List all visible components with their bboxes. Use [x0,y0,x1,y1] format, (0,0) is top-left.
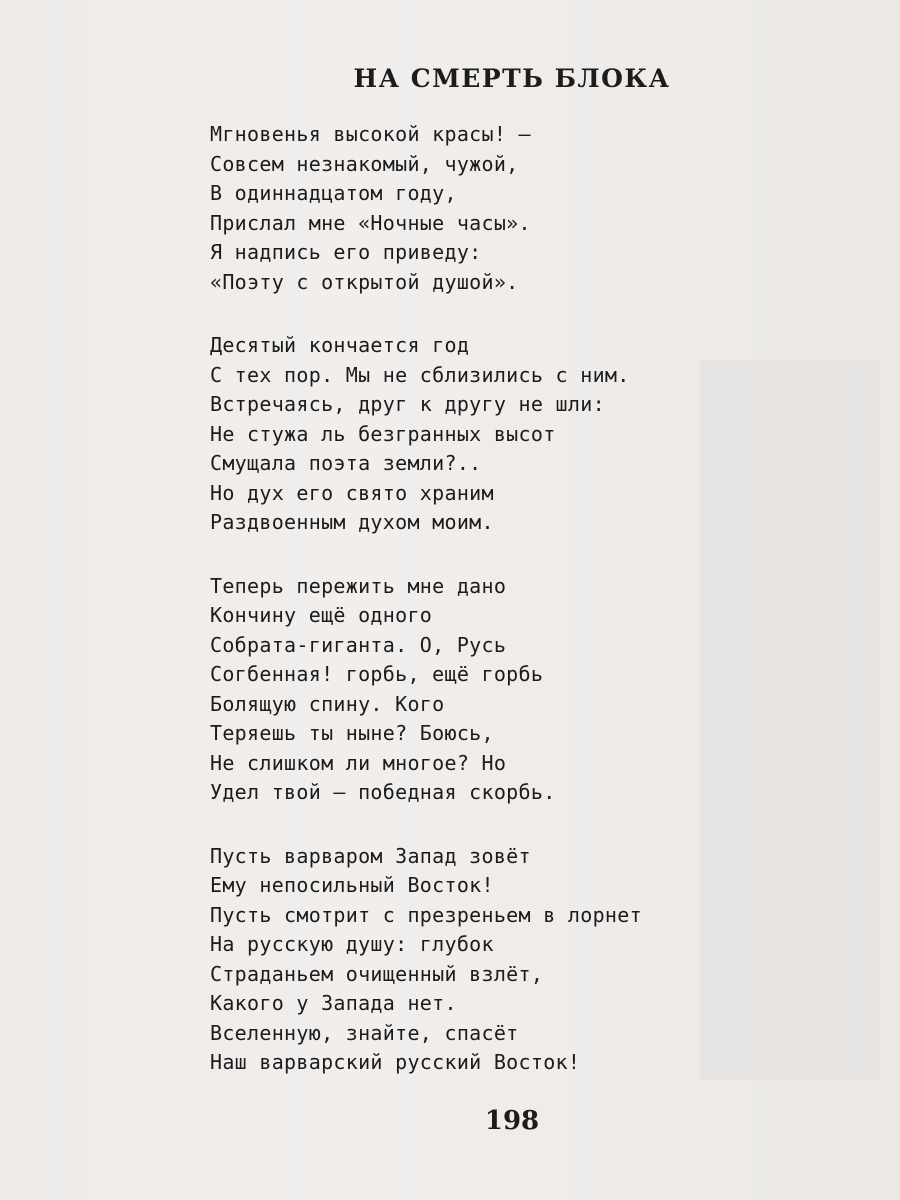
poem-line: Десятый кончается год [210,333,470,357]
poem-line: Болящую спину. Кого [210,691,445,716]
poem-line: Смущала поэта земли?.. [210,451,482,475]
poem-line: Согбенная! горбь, ещё горбь [210,662,544,686]
poem-line: С тех пор. Мы не сблизились с ним. [210,362,630,387]
poem-line: Совсем незнакомый, чужой, [210,151,519,176]
poem-line: Прислал мне «Ночные часы». [210,210,531,235]
poem-line: Встречаясь, друг к другу не шли: [210,392,605,416]
poem-line: Вселенную, знайте, спасёт [210,1020,519,1045]
page-number: 198 [484,1106,540,1136]
poem-line: Удел твой — победная скорбь. [210,780,556,804]
poem-line: Раздвоенным духом моим. [210,510,494,534]
poem-line: Но дух его свято храним [210,480,494,505]
poem-line: Не стужа ль безгранных высот [210,421,556,446]
poem-line: Теперь пережить мне дано [210,573,507,598]
stanza-1 [210,120,870,297]
stanza-3 [210,572,870,808]
poem-title: НА СМЕРТЬ БЛОКА [353,64,671,93]
poem-line: Пусть смотрит с презреньем в лорнет [210,902,642,927]
poem-line: В одиннадцатом году, [210,181,457,205]
poem-line: Какого у Запада нет. [210,991,457,1015]
poem-line: Мгновенья высокой красы! — [210,122,531,146]
stanza-2 [210,331,870,538]
poem-line: На русскую душу: глубок [210,932,494,956]
stanza-4 [210,842,870,1078]
poem-line: Пусть варваром Запад зовёт [210,843,531,868]
poem-line: Ему непосильный Восток! [210,873,494,897]
poem-line: Я надпись его приведу: [210,240,482,264]
poem-line: Теряешь ты ныне? Боюсь, [210,721,494,745]
poem-line: Наш варварский русский Восток! [210,1050,581,1074]
poem-line: Кончину ещё одного [210,603,433,627]
poem-line: Собрата-гиганта. О, Русь [210,632,507,657]
poem-line: Страданьем очищенный взлёт, [210,961,544,986]
poem-line: Не слишком ли многое? Но [210,750,507,775]
poem-line: «Поэту с открытой душой». [210,269,519,294]
poem-body [210,120,870,1112]
